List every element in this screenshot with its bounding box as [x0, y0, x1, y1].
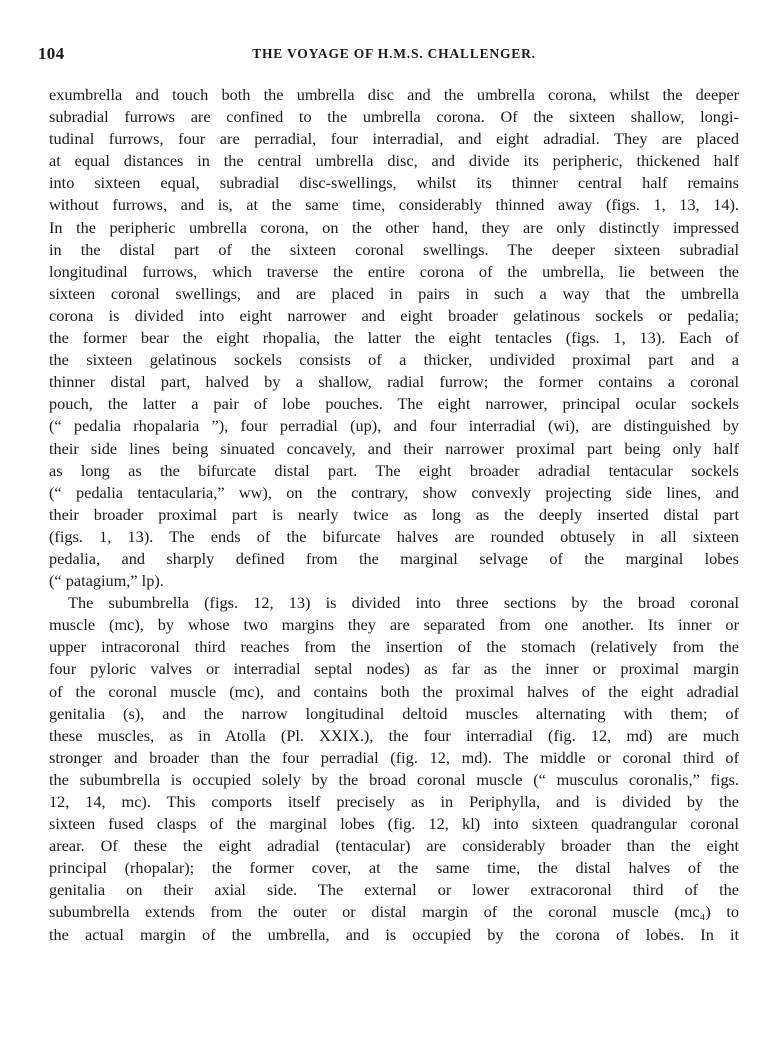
text-line: The subumbrella (figs. 12, 13) is divided into three sections by the broad coronal — [68, 593, 739, 613]
text-line: subumbrella extends from the outer or distal margin of the coronal muscle (mc₄) to — [49, 902, 739, 922]
text-line: corona is divided into eight narrower and eight broader gelatinous sockels or pedalia; — [49, 305, 739, 325]
text-line: the sixteen gelatinous sockels consists of a thicker, undivided proximal part and a — [49, 350, 739, 370]
text-line: pouch, the latter a pair of lobe pouches. The eight narrower, principal ocular sockels — [49, 394, 739, 414]
text-line: their side lines being sinuated concavely, and their narrower proximal part being only half — [49, 438, 739, 458]
text-line: of the coronal muscle (mc), and contains both the proximal halves of the eight adradial — [49, 681, 739, 701]
text-line: exumbrella and touch both the umbrella disc and the umbrella corona, whilst the deeper — [49, 85, 739, 104]
text-line: sixteen fused clasps of the marginal lobes (fig. 12, kl) into sixteen quadrangular coronal — [49, 814, 739, 834]
text-line: (“ pedalia rhopalaria ”), four perradial (up), and four interradial (wi), are distinguished by — [49, 416, 739, 436]
text-line: In the peripheric umbrella corona, on the other hand, they are only distinctly impressed — [49, 217, 739, 237]
text-line: subradial furrows are confined to the umbrella corona. Of the sixteen shallow, longi- — [49, 107, 739, 127]
text-line: at equal distances in the central umbrella disc, and divide its peripheric, thickened half — [49, 151, 739, 171]
text-line: without furrows, and is, at the same time, considerably thinned away (figs. 1, 13, 14). — [49, 195, 739, 215]
text-line: these muscles, as in Atolla (Pl. XXIX.), the four interradial (fig. 12, md) are much — [49, 725, 739, 745]
text-line: the former bear the eight rhopalia, the latter the eight tentacles (figs. 1, 13). Each of — [49, 328, 739, 348]
text-line: stronger and broader than the four perradial (fig. 12, md). The middle or coronal third of — [49, 747, 739, 767]
running-head — [38, 44, 750, 70]
text-line: as long as the bifurcate distal part. The eight broader adradial tentacular sockels — [49, 460, 739, 480]
body-text — [49, 84, 739, 946]
text-line: pedalia, and sharply defined from the marginal selvage of the marginal lobes — [49, 548, 739, 568]
running-title: THE VOYAGE OF H.M.S. CHALLENGER. — [252, 46, 536, 61]
text-line: four pyloric valves or interradial septal nodes) as far as the inner or proximal margin — [49, 659, 739, 679]
paragraph-2 — [49, 592, 739, 946]
text-line: (figs. 1, 13). The ends of the bifurcate halves are rounded obtusely in all sixteen — [49, 526, 739, 546]
page-number: 104 — [38, 44, 65, 63]
text-line: genitalia on their axial side. The external or lower extracoronal third of the — [49, 880, 739, 900]
text-line: (“ pedalia tentacularia,” ww), on the contrary, show convexly projecting side lines, and — [49, 482, 739, 502]
text-line: upper intracoronal third reaches from the insertion of the stomach (relatively from the — [49, 637, 739, 657]
text-line: longitudinal furrows, which traverse the entire corona of the umbrella, lie between the — [49, 261, 739, 281]
text-line: arear. Of these the eight adradial (tentacular) are considerably broader than the eight — [49, 836, 739, 856]
text-line: the actual margin of the umbrella, and is occupied by the corona of lobes. In it — [49, 924, 739, 944]
text-line: muscle (mc), by whose two margins they are separated from one another. Its inner or — [49, 615, 739, 635]
text-line: sixteen coronal swellings, and are placed in pairs in such a way that the umbrella — [49, 283, 739, 303]
text-line: (“ patagium,” lp). — [49, 571, 164, 591]
text-line: in the distal part of the sixteen coronal swellings. The deeper sixteen subradial — [49, 239, 739, 259]
text-line: thinner distal part, halved by a shallow, radial furrow; the former contains a coronal — [49, 372, 739, 392]
text-line: tudinal furrows, four are perradial, four interradial, and eight adradial. They are placed — [49, 129, 739, 149]
text-line: their broader proximal part is nearly twice as long as the deeply inserted distal part — [49, 504, 739, 524]
text-line: the subumbrella is occupied solely by the broad coronal muscle (“ musculus coronalis,” figs. — [49, 769, 739, 789]
text-line: principal (rhopalar); the former cover, at the same time, the distal halves of the — [49, 858, 739, 878]
text-line: into sixteen equal, subradial disc-swellings, whilst its thinner central half remains — [49, 173, 739, 193]
paragraph-1 — [49, 84, 739, 592]
text-line: 12, 14, mc). This comports itself precisely as in Periphylla, and is divided by the — [49, 792, 739, 811]
text-line: genitalia (s), and the narrow longitudinal deltoid muscles alternating with them; of — [49, 703, 739, 723]
